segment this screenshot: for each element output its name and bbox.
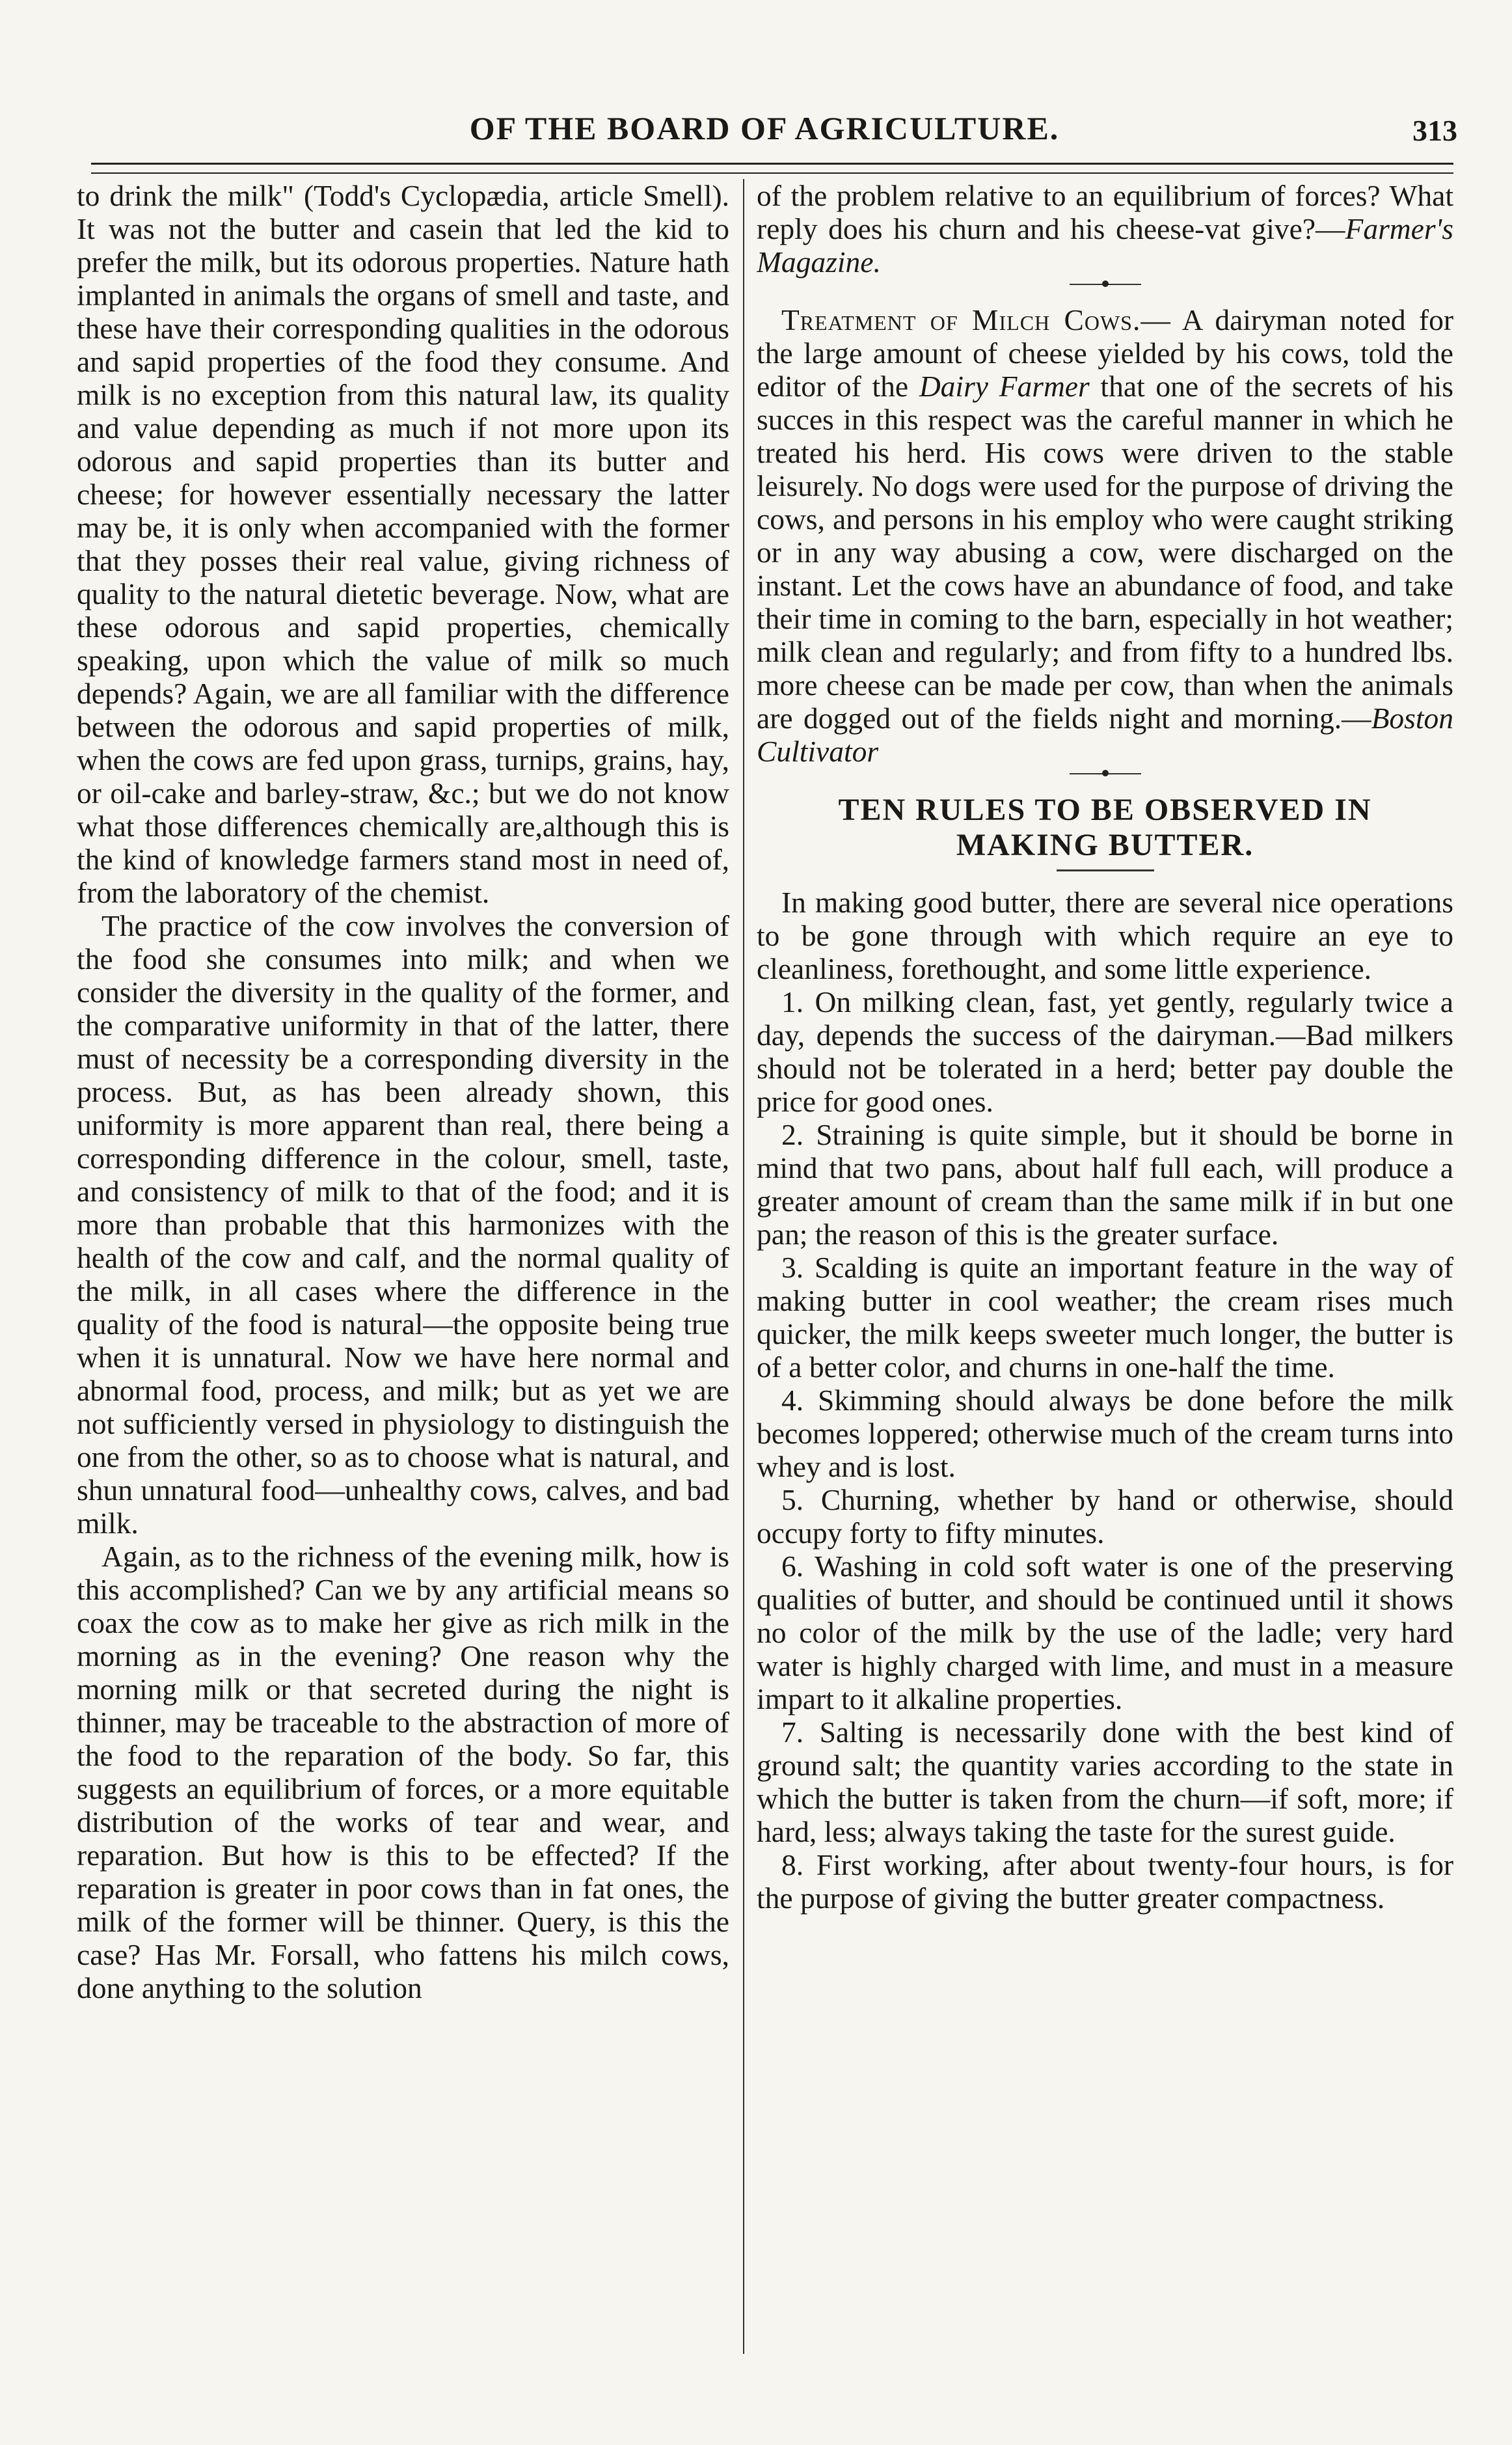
header-rule	[91, 163, 1453, 174]
left-paragraph-1: to drink the milk" (Todd's Cyclopædia, article Smell). It was not the butter and casein that led the kid to prefer the milk, but its odorous properties. Nature hath implanted in animals the organs of smell and taste, and these have their corresponding qualities in the odorous and sapid properties of the food they consume. And milk is no exception from this natural law, its quality and value depending as much if not more upon its odorous and sapid properties than its butter and cheese; for however essentially necessary the latter may be, it is only when accompanied with the former that they posses their real value, giving richness of quality to the natural dietetic beverage. Now, what are these odorous and sapid properties, chemically speaking, upon which the value of milk so much depends? Again, we are all familiar with the difference between the odorous and sapid properties of milk, when the cows are fed upon grass, turnips, grains, hay, or oil-cake and barley-straw, &c.; but we do not know what those differences chemically are,although this is the kind of knowledge farmers stand most in need of, from the laboratory of the chemist.	[77, 179, 729, 909]
rule-item-8: 8. First working, after about twenty-four hours, is for the purpose of giving the butter greater compactness.	[757, 1848, 1453, 1915]
article-text-2: that one of the secrets of his succes in this respect was the careful manner in which he treated his herd. His cows were driven to the stable leisurely. No dogs were used for the purpose of driving the cows, and persons in his employ who were caught striking or in any way abusing a cow, were discharged on the instant. Let the cows have an abundance of food, and take their time in coming to the barn, especially in hot weather; milk clean and regularly; and from fifty to a hundred lbs. more cheese can be made per cow, than when the animals are dogged out of the fields night and morning.—	[757, 370, 1453, 735]
ornamental-rule	[1070, 284, 1141, 285]
left-paragraph-3: Again, as to the richness of the evening milk, how is this accomplished? Can we by any artificial means so coax the cow as to make her give as rich milk in the morning as in the evening? One reason why the morning milk or that secreted during the night is thinner, may be traceable to the abstraction of more of the food to the reparation of the body. So far, this suggests an equilibrium of forces, or a more equitable distribution of the works of tear and wear, and reparation. But how is this to be effected? If the reparation is greater in poor cows than in fat ones, the milk of the former will be thinner. Query, is this the case? Has Mr. Forsall, who fattens his milch cows, done anything to the solution	[77, 1540, 729, 2004]
rules-intro: In making good butter, there are several nice operations to be gone through with which require an eye to cleanliness, forethought, and some little experience.	[757, 886, 1453, 985]
rule-item-3: 3. Scalding is quite an important feature in the way of making butter in cool weather; the cream rises much quicker, the milk keeps sweeter much longer, the butter is of a better color, and churns in one-half the time.	[757, 1251, 1453, 1384]
rule-item-5: 5. Churning, whether by hand or otherwise, should occupy forty to fifty minutes.	[757, 1483, 1453, 1550]
continuation-text: of the problem relative to an equilibrium of forces? What reply does his churn and his cheese-vat give?—	[757, 179, 1453, 245]
page-header	[72, 104, 1457, 163]
section-title-line-1: TEN RULES TO BE OBSERVED IN	[838, 793, 1372, 827]
running-head: OF THE BOARD OF AGRICULTURE.	[469, 110, 1060, 146]
section-title-line-2: MAKING BUTTER.	[956, 828, 1254, 862]
rule-item-7: 7. Salting is necessarily done with the best kind of ground salt; the quantity varies according to the state in which the butter is taken from the churn—if soft, more; if hard, less; always taking the taste for the surest guide.	[757, 1715, 1453, 1848]
continuation-paragraph	[757, 179, 1453, 279]
column-divider	[743, 179, 744, 2354]
ornamental-rule-2	[1070, 773, 1141, 774]
rule-item-6: 6. Washing in cold soft water is one of the preserving qualities of butter, and should be continued until it shows no color of the milk by the use of the ladle; very hard water is highly charged with lime, and must in a measure impart to it alkaline properties.	[757, 1550, 1453, 1715]
section-title	[757, 793, 1453, 863]
rule-item-1: 1. On milking clean, fast, yet gently, regularly twice a day, depends the success of the dairyman.—Bad milkers should not be tolerated in a herd; better pay double the price for good ones.	[757, 985, 1453, 1118]
article-journal: Dairy Farmer	[919, 370, 1090, 403]
left-paragraph-2: The practice of the cow involves the conversion of the food she consumes into milk; and when we consider the diversity in the quality of the former, and the comparative uniformity in that of the latter, there must of necessity be a corresponding diversity in the process. But, as has been already shown, this uniformity is more apparent than real, there being a corresponding difference in the colour, smell, taste, and consistency of milk to that of the food; and it is more than probable that this harmonizes with the health of the cow and calf, and the normal quality of the milk, in all cases where the difference in the quality of the food is natural—the opposite being true when it is unnatural. Now we have here normal and abnormal food, process, and milk; but as yet we are not sufficiently versed in physiology to distinguish the one from the other, so as to choose what is natural, and shun unnatural food—unhealthy cows, calves, and bad milk.	[77, 909, 729, 1540]
right-column	[757, 179, 1453, 2367]
rule-dot-2	[1102, 770, 1109, 776]
article-text: — A dairyman noted for the large amount of cheese yielded by his cows, told the editor of the	[757, 303, 1453, 403]
page-number: 313	[1412, 114, 1457, 147]
left-column	[77, 179, 729, 2367]
article-heading: Treatment of Milch Cows.	[781, 303, 1141, 336]
milch-cows-article	[757, 303, 1453, 768]
title-rule	[1057, 869, 1154, 871]
article-source: Boston Cultivator	[757, 702, 1453, 768]
rule-dot	[1102, 280, 1109, 287]
continuation-source: Farmer's Magazine.	[757, 212, 1453, 279]
article-columns	[77, 179, 1453, 2367]
rule-item-2: 2. Straining is quite simple, but it should be borne in mind that two pans, about half full each, will produce a greater amount of cream than the same milk if in but one pan; the reason of this is the greater surface.	[757, 1118, 1453, 1251]
rule-item-4: 4. Skimming should always be done before the milk becomes loppered; otherwise much of the cream turns into whey and is lost.	[757, 1384, 1453, 1483]
